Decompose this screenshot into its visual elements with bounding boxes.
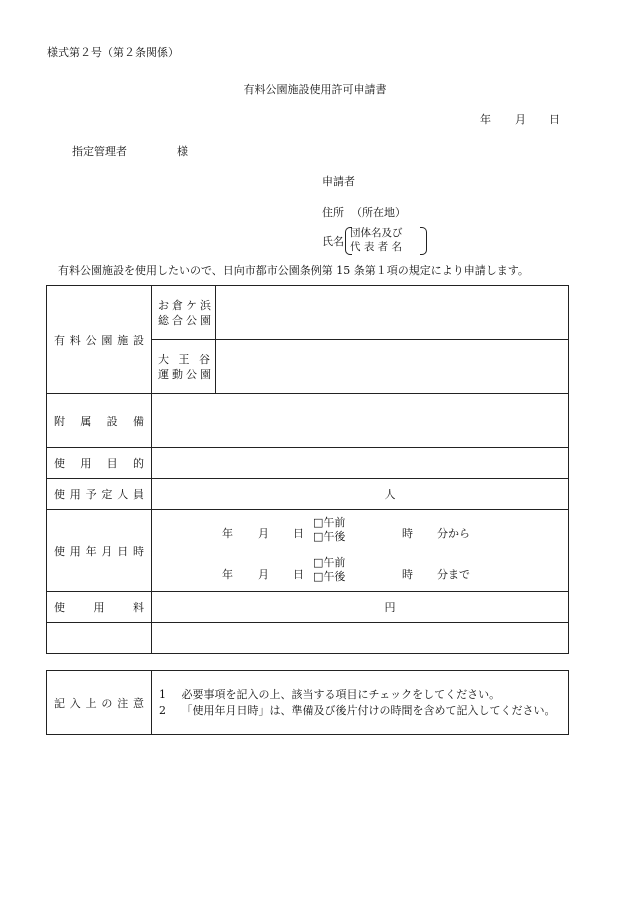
notes-table: [46, 670, 569, 735]
fee-unit: 円: [384, 601, 396, 614]
facility-option-1-line2: 総合公園: [158, 313, 214, 327]
statement: 有料公園施設を使用したいので、日向市都市公園条例第 15 条第１項の規定により申請します。: [58, 264, 529, 277]
datetime-label-cell: [47, 510, 152, 592]
page-title: 有料公園施設使用許可申請書: [243, 83, 387, 96]
facility-option-1-input[interactable]: [216, 286, 569, 340]
note-text: 必要事項を記入の上、該当する項目にチェックをしてください。: [181, 687, 501, 701]
dt-start-am-checkbox[interactable]: □午前: [313, 516, 346, 529]
dt-start-hour: 時: [402, 527, 413, 540]
blank-label-cell[interactable]: [47, 623, 152, 654]
name-note-line2: 代 表 者 名: [350, 241, 403, 253]
datetime-input[interactable]: [152, 510, 569, 592]
blank-input[interactable]: [152, 623, 569, 654]
date-month: 月: [515, 113, 526, 126]
dt-start-pm-checkbox[interactable]: □午後: [313, 530, 346, 543]
facility-option-cell: [152, 340, 216, 394]
facility-label: 有料公園施設: [54, 333, 144, 347]
note-item: [159, 703, 568, 719]
dt-start-year: 年: [222, 527, 233, 540]
note-text: 「使用年月日時」は、準備及び後片付けの時間を含めて記入してください。: [181, 703, 556, 717]
dt-end-month: 月: [258, 568, 269, 581]
address-note: （所在地）: [351, 206, 406, 219]
attendees-input[interactable]: [152, 479, 569, 510]
dt-end-am-checkbox[interactable]: □午前: [313, 556, 346, 569]
date-day: 日: [549, 113, 560, 126]
fee-label-cell: [47, 592, 152, 623]
facility-option-2-line1: 大 王 谷: [158, 352, 213, 366]
dt-end-day: 日: [293, 568, 304, 581]
notes-content: [152, 671, 569, 735]
address-label: 住所: [322, 206, 344, 219]
note-number: 1: [159, 687, 166, 701]
note-number: 2: [159, 703, 166, 717]
dt-start-day: 日: [293, 527, 304, 540]
notes-label-cell: [47, 671, 152, 735]
facility-option-2-input[interactable]: [216, 340, 569, 394]
attendees-label: 使用予定人員: [54, 488, 144, 501]
notes-label: 記入上の注意: [54, 696, 144, 710]
facility-label-cell: [47, 286, 152, 394]
dt-start-minute: 分から: [437, 527, 470, 540]
date-year: 年: [480, 113, 491, 126]
equipment-label: 附属設備: [54, 414, 144, 428]
application-table: [46, 285, 569, 654]
dt-end-hour: 時: [402, 568, 413, 581]
note-item: [159, 687, 568, 703]
fee-input[interactable]: [152, 592, 569, 623]
facility-option-2-line2: 運動公園: [158, 367, 214, 381]
right-bracket: [420, 227, 427, 255]
facility-option-cell: [152, 286, 216, 340]
equipment-input[interactable]: [152, 394, 569, 448]
dt-end-minute: 分まで: [437, 568, 470, 581]
datetime-label: 使用年月日時: [54, 544, 144, 558]
dt-end-pm-checkbox[interactable]: □午後: [313, 570, 346, 583]
purpose-label-cell: [47, 448, 152, 479]
purpose-label: 使用目的: [54, 457, 144, 470]
name-note-line1: 団体名及び: [350, 227, 403, 239]
form-number: 様式第２号（第２条関係）: [47, 46, 179, 59]
name-label: 氏名: [322, 235, 344, 248]
purpose-input[interactable]: [152, 448, 569, 479]
dt-start-month: 月: [258, 527, 269, 540]
facility-option-1-line1: お倉ケ浜: [158, 298, 214, 312]
addressee-suffix: 様: [177, 145, 188, 158]
attendees-label-cell: [47, 479, 152, 510]
fee-label: 使用料: [54, 601, 144, 614]
applicant-heading: 申請者: [322, 175, 355, 188]
equipment-label-cell: [47, 394, 152, 448]
attendees-unit: 人: [384, 488, 396, 501]
dt-end-year: 年: [222, 568, 233, 581]
addressee-label: 指定管理者: [72, 145, 127, 158]
